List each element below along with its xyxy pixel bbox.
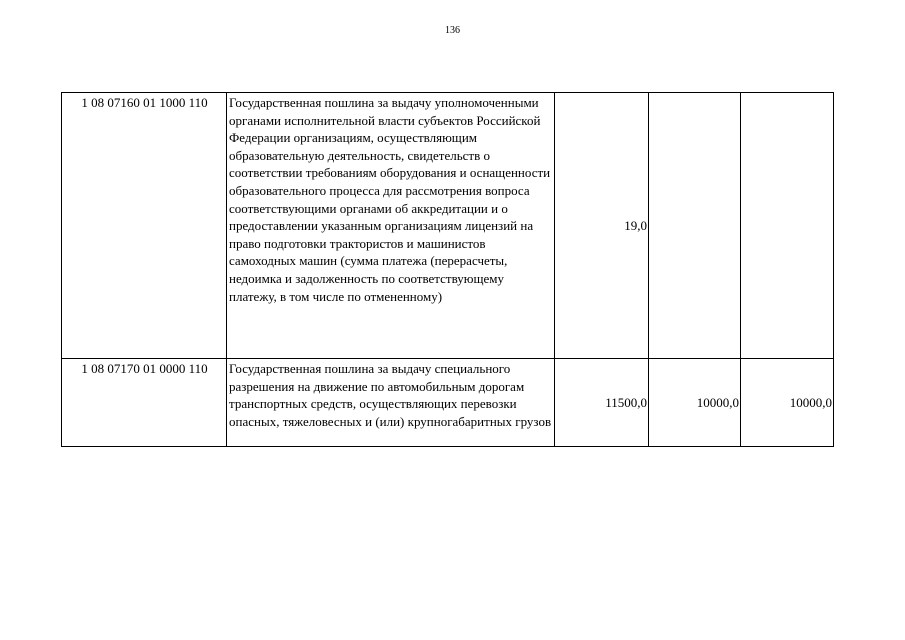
amount-year-3-cell (741, 93, 834, 359)
table-row (62, 359, 834, 447)
table-row (62, 93, 834, 359)
revenue-table (61, 92, 834, 447)
revenue-name-cell: Государственная пошлина за выдачу уполномоченными органами исполнительной власти субъектов Российской Федерации организациям, осуществляющим образовательную деятельность, свидетельств о соответствии требованиям оборудования и оснащенности образовательного процесса для рассмотрения вопроса соответствующими органами об аккредитации и о предоставлении указанным организациям лицензий на право подготовки трактористов и машинистов самоходных машин (сумма платежа (перерасчеты, недоимка и задолженность по соответствующему платежу, в том числе по отмененному) (227, 93, 555, 359)
amount-year-2-cell (649, 93, 741, 359)
amount-year-1-cell: 11500,0 (555, 359, 649, 447)
amount-year-3-cell: 10000,0 (741, 359, 834, 447)
budget-code-cell: 1 08 07160 01 1000 110 (62, 93, 227, 359)
amount-year-1-cell: 19,0 (555, 93, 649, 359)
amount-year-2-cell: 10000,0 (649, 359, 741, 447)
page-number: 136 (445, 25, 460, 36)
budget-code-cell: 1 08 07170 01 0000 110 (62, 359, 227, 447)
revenue-name-cell: Государственная пошлина за выдачу специального разрешения на движение по автомобильным дорогам транспортных средств, осуществляющих перевозки опасных, тяжеловесных и (или) крупногабаритных грузов (227, 359, 555, 447)
